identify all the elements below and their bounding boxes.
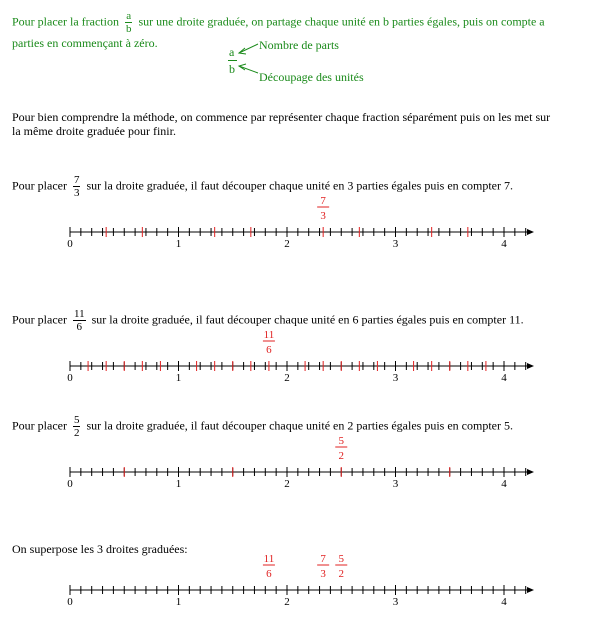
section-text-after: sur la droite graduée, il faut découper chaque unité en 6 parties égales puis en compter 11. — [91, 312, 524, 327]
axis-tick-label: 0 — [67, 372, 73, 384]
axis-tick-label: 4 — [501, 238, 507, 250]
axis-tick-label: 3 — [392, 478, 399, 490]
superpose-label: On superpose les 3 droites graduées: — [12, 542, 188, 556]
intro-line-2: parties en commençant à zéro. — [12, 36, 158, 50]
axis-arrow — [527, 469, 534, 475]
axis-tick-label: 3 — [392, 238, 399, 250]
intro-text-before: Pour placer la fraction — [12, 14, 119, 29]
legend-numerator: a — [229, 45, 235, 59]
fraction-numerator: 7 — [73, 174, 80, 186]
fraction-marker-numerator: 11 — [263, 553, 275, 565]
arrow-to-numerator — [239, 44, 258, 53]
axis-tick-label: 0 — [67, 238, 73, 250]
explanation-line-1: Pour bien comprendre la méthode, on commence par représenter chaque fraction séparément puis on les met sur — [12, 110, 551, 124]
fraction-marker-denominator: 3 — [320, 568, 326, 580]
explanation-line-2: la même droite graduée pour finir. — [12, 124, 176, 138]
axis-tick-label: 2 — [284, 372, 290, 384]
fraction-marker-denominator: 3 — [320, 210, 326, 222]
axis-tick-label: 2 — [284, 238, 290, 250]
axis-arrow — [527, 587, 534, 593]
number-line-sixths — [0, 322, 600, 392]
axis-tick-label: 4 — [501, 478, 507, 490]
fraction-denominator: 6 — [76, 321, 83, 333]
arrow-to-denominator — [239, 66, 258, 73]
fraction-denominator: b — [125, 23, 132, 35]
intro-line-1 — [12, 10, 545, 35]
legend-label-decoupage: Découpage des unités — [259, 70, 364, 84]
number-line-superposed — [0, 550, 600, 622]
fraction-marker-denominator: 6 — [266, 344, 272, 356]
number-line-thirds — [0, 188, 600, 258]
fraction-marker-numerator: 7 — [320, 553, 326, 565]
axis-tick-label: 1 — [175, 478, 182, 490]
legend-label-parts: Nombre de parts — [259, 38, 339, 52]
legend-denominator: b — [229, 62, 235, 76]
fraction-denominator: 3 — [73, 187, 80, 199]
fraction-marker-numerator: 5 — [338, 553, 344, 565]
section-text-after: sur la droite graduée, il faut découper chaque unité en 3 parties égales puis en compter 7. — [86, 178, 513, 193]
section-text-before: Pour placer — [12, 312, 67, 327]
fraction-marker-numerator: 11 — [263, 329, 275, 341]
fraction-marker-numerator: 7 — [320, 195, 326, 207]
axis-tick-label: 1 — [175, 372, 182, 384]
axis-tick-label: 1 — [175, 596, 182, 608]
section-text-after: sur la droite graduée, il faut découper chaque unité en 2 parties égales puis en compter 5. — [86, 418, 513, 433]
intro-fraction-ab — [125, 10, 133, 35]
section-text-before: Pour placer — [12, 178, 67, 193]
axis-tick-label: 3 — [392, 596, 399, 608]
axis-arrow — [527, 229, 534, 235]
fraction-numerator: a — [126, 10, 132, 22]
number-line-halves — [0, 428, 600, 498]
axis-tick-label: 0 — [67, 478, 73, 490]
axis-tick-label: 2 — [284, 478, 290, 490]
fraction-marker-denominator: 2 — [338, 450, 344, 462]
fraction-marker-denominator: 2 — [338, 568, 344, 580]
axis-tick-label: 1 — [175, 238, 182, 250]
axis-tick-label: 4 — [501, 372, 507, 384]
axis-tick-label: 3 — [392, 372, 399, 384]
axis-tick-label: 4 — [501, 596, 507, 608]
fraction-denominator: 2 — [73, 427, 80, 439]
fraction-marker-denominator: 6 — [266, 568, 272, 580]
axis-arrow — [527, 363, 534, 369]
intro-text-after: sur une droite graduée, on partage chaque unité en b parties égales, puis on compte a — [138, 14, 545, 29]
section-text-before: Pour placer — [12, 418, 67, 433]
axis-tick-label: 0 — [67, 596, 73, 608]
fraction-numerator: 5 — [73, 414, 80, 426]
fraction-numerator: 11 — [73, 308, 85, 320]
axis-tick-label: 2 — [284, 596, 290, 608]
fraction-marker-numerator: 5 — [338, 435, 344, 447]
